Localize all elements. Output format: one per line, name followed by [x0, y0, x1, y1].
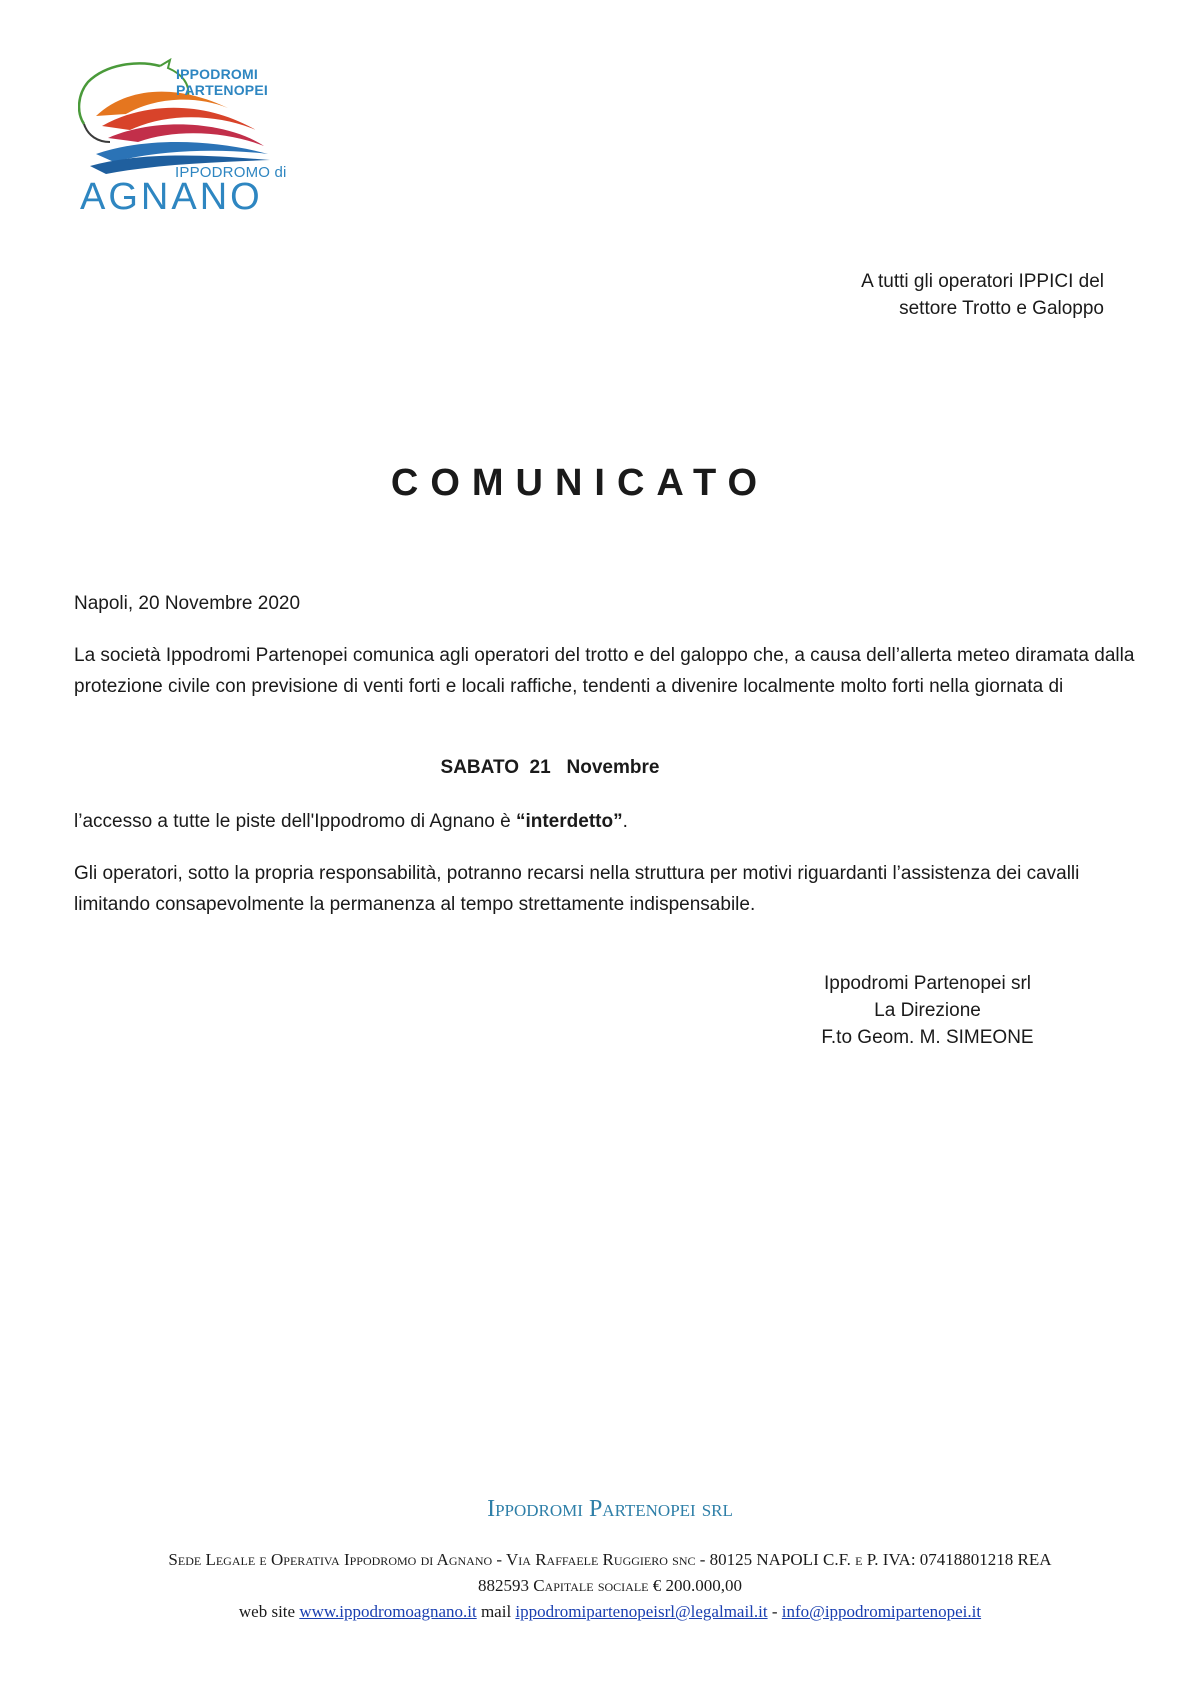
signature-name: F.to Geom. M. SIMEONE — [821, 1027, 1034, 1048]
signature-department: La Direzione — [874, 1000, 981, 1021]
logo-top-text — [176, 66, 268, 98]
paragraph-2-text: l’accesso a tutte le piste dell'Ippodromo di Agnano è — [74, 811, 516, 832]
recipient-block — [861, 268, 1104, 322]
document-date: Napoli, 20 Novembre 2020 — [74, 593, 301, 614]
agnano-logo — [78, 56, 288, 216]
paragraph-3: Gli operatori, sotto la propria responsabilità, potranno recarsi nella struttura per motivi riguardanti l’assistenza dei cavalli limitando consapevolmente la permanenza al tempo strettamente indispensabile. — [74, 863, 1080, 915]
contact-separator: - — [771, 1602, 778, 1621]
logo-text-ippodromi: IPPODROMI — [176, 66, 258, 82]
info-email-link[interactable]: info@ippodromipartenopei.it — [781, 1602, 982, 1621]
interdetto-emphasis: “interdetto” — [515, 811, 623, 832]
paragraph-2 — [74, 806, 1154, 837]
signature-company: Ippodromi Partenopei srl — [824, 973, 1031, 994]
paragraph-2-end: . — [622, 811, 628, 832]
footer-address-line-2: 882593 Capitale sociale € 200.000,00 — [477, 1576, 743, 1595]
legalmail-link[interactable]: ippodromipartenopeisrl@legalmail.it — [515, 1602, 768, 1621]
footer-block — [0, 1547, 1200, 1625]
signature-block — [790, 970, 1065, 1051]
footer-address-line-1: Sede Legale e Operativa Ippodromo di Agnano - Via Raffaele Ruggiero snc - 80125 NAPOLI C.F. e P. IVA: 07418801218 REA — [168, 1550, 1052, 1569]
paragraph-1: La società Ippodromi Partenopei comunica agli operatori del trotto e del galoppo che, a causa dell’allerta meteo diramata dalla protezione civile con previsione di venti forti e locali raffiche, tendenti a divenire localmente molto forti nella giornata di — [74, 645, 1135, 697]
footer-contacts — [0, 1599, 1200, 1625]
website-link[interactable]: www.ippodromoagnano.it — [299, 1602, 477, 1621]
recipient-line-2: settore Trotto e Galoppo — [899, 298, 1104, 319]
highlighted-day: SABATO 21 Novembre — [440, 757, 660, 778]
mail-label: mail — [480, 1602, 512, 1621]
recipient-line-1: A tutti gli operatori IPPICI del — [861, 271, 1104, 292]
logo-text-ippodromo-di: IPPODROMO di — [175, 164, 287, 181]
web-site-label: web site — [238, 1602, 296, 1621]
logo-text-agnano: AGNANO — [80, 176, 263, 218]
document-title: COMUNICATO — [390, 462, 770, 504]
footer-company-name: Ippodromi Partenopei srl — [487, 1496, 733, 1522]
logo-text-partenopei: PARTENOPEI — [176, 82, 268, 98]
